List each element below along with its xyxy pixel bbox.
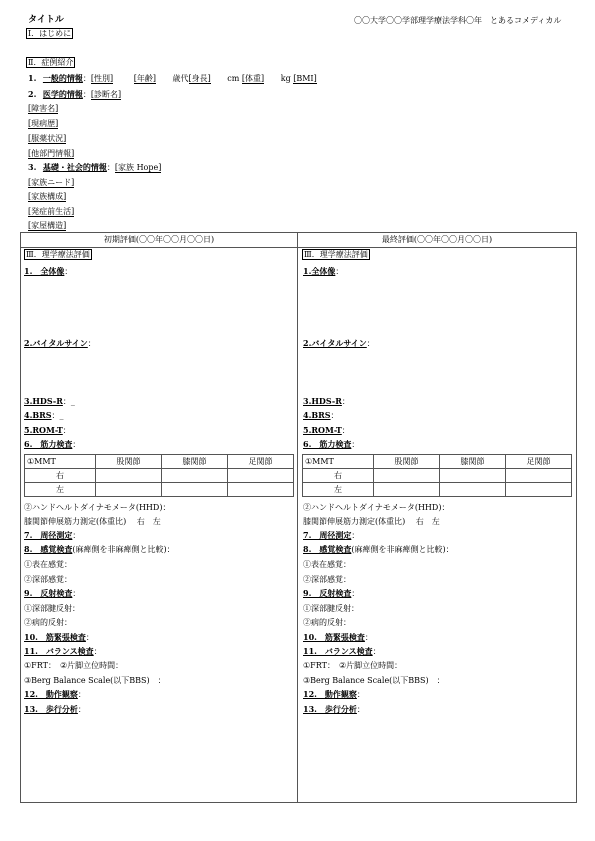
height-unit: cm	[227, 74, 240, 83]
rom-colon-final: ：	[341, 426, 350, 435]
mmt-cell	[228, 469, 294, 483]
circ-colon-final: ：	[351, 531, 360, 540]
overall-colon-final: ：	[335, 267, 344, 276]
balance-colon: ：	[93, 647, 102, 656]
dtr-text: ①深部腱反射：	[24, 604, 80, 613]
general-info-line	[28, 74, 317, 84]
adl-colon-final: ：	[356, 690, 365, 699]
gait-label: 13. 歩行分析	[24, 704, 78, 714]
field-bmi: [BMI]	[293, 74, 317, 83]
knee-ext-text-final: 膝関節伸展筋力測定(体重比) 右 左	[303, 517, 440, 526]
muscle-label: 6. 筋力検査	[24, 439, 73, 449]
superficial-sens: ①表在感覚：	[24, 560, 72, 569]
overall-label: 1. 全体像	[24, 266, 65, 276]
pt-eval-section-label: Ⅲ．理学療法評価	[26, 250, 90, 259]
mmt-cell	[440, 483, 506, 497]
dtr-text-final: ①深部腱反射：	[303, 604, 359, 613]
author-affiliation: 〇〇大学〇〇学部理学療法学科〇年 とあるコメディカル	[354, 16, 562, 25]
path-reflex-text-final: ②病的反射：	[303, 618, 351, 627]
reflex-label: 9. 反射検査	[24, 588, 73, 598]
field-sex: [性別]	[90, 74, 114, 83]
mmt-label: ①MMT	[25, 455, 96, 469]
rom-label: 5.ROM-T	[24, 425, 63, 435]
mmt-col-ankle: 足関節	[228, 455, 294, 469]
mmt-col-hip: 股関節	[96, 455, 162, 469]
mmt-table-final	[302, 454, 572, 497]
field-age: [年齢]	[133, 74, 156, 83]
mmt-cell	[440, 469, 506, 483]
field-family-need: [家族ニード]	[28, 178, 75, 187]
hdsr-suffix-final: ：	[341, 397, 350, 406]
sens-label-final: 8. 感覚検査	[303, 544, 352, 554]
vital-label-final: 2.バイタルサイン	[303, 338, 367, 348]
hdsr-suffix: ：_	[62, 397, 75, 406]
field-weight: [体重]	[241, 74, 265, 83]
mmt-cell	[506, 469, 572, 483]
deep-sens-final: ②深部感覚：	[303, 575, 351, 584]
mmt-col-ankle: 足関節	[506, 455, 572, 469]
reflex-label-final: 9. 反射検査	[303, 588, 352, 598]
adl-label: 12. 動作観察	[24, 689, 78, 699]
mmt-cell	[374, 469, 440, 483]
mmt-cell	[162, 483, 228, 497]
medical-num: 2.	[28, 89, 37, 99]
age-unit: 歳代	[172, 74, 189, 83]
bbs-text: ③Berg Balance Scale(以下BBS) ：	[24, 676, 166, 685]
initial-eval-header: 初期評価(〇〇年〇〇月〇〇日)	[103, 235, 215, 244]
mmt-row-left	[303, 483, 572, 497]
adl-label-final: 12. 動作観察	[303, 689, 357, 699]
frt-text-final: ①FRT： ②片脚立位時間：	[303, 661, 403, 670]
field-disability: [障害名]	[28, 104, 59, 113]
social-num: 3.	[28, 162, 37, 172]
social-sep: ：	[106, 163, 115, 172]
reflex-colon: ：	[72, 589, 81, 598]
tone-label-final: 10. 筋緊張検査	[303, 632, 365, 642]
sens-note-final: (麻痺側を非麻痺側と比較)：	[351, 545, 454, 554]
balance-label: 11. バランス検査	[24, 646, 94, 656]
social-info-line	[28, 163, 161, 173]
mmt-row-label: 右	[303, 469, 374, 483]
section-case-intro: Ⅱ．症例紹介	[28, 58, 74, 67]
general-heading: 一般的情報	[42, 73, 83, 83]
balance-colon-final: ：	[372, 647, 381, 656]
mmt-cell	[228, 483, 294, 497]
gait-label-final: 13. 歩行分析	[303, 704, 357, 714]
sens-label: 8. 感覚検査	[24, 544, 73, 554]
field-family-hope: [家族 Hope]	[114, 163, 162, 172]
overall-colon: ：	[64, 267, 73, 276]
hhd-text: ②ハンドヘルトダイナモメータ(HHD)：	[24, 503, 171, 512]
adl-colon: ：	[77, 690, 86, 699]
evaluation-table	[20, 232, 577, 803]
knee-ext-text: 膝関節伸展筋力測定(体重比) 右 左	[24, 517, 161, 526]
mmt-cell	[96, 469, 162, 483]
rom-colon: ：	[62, 426, 71, 435]
field-house-structure: [家屋構造]	[28, 221, 67, 230]
mmt-col-knee: 膝関節	[440, 455, 506, 469]
path-reflex-text: ②病的反射：	[24, 618, 72, 627]
field-family-structure: [家族構成]	[28, 192, 67, 201]
frt-text: ①FRT： ②片脚立位時間：	[24, 661, 124, 670]
bbs-text-final: ③Berg Balance Scale(以下BBS) ：	[303, 676, 445, 685]
pt-eval-section-label-final: Ⅲ．理学療法評価	[304, 250, 368, 259]
brs-label: 4.BRS	[24, 410, 52, 420]
superficial-sens-final: ①表在感覚：	[303, 560, 351, 569]
field-medication: [服薬状況]	[28, 134, 67, 143]
mmt-cell	[506, 483, 572, 497]
weight-unit: kg	[280, 74, 291, 83]
mmt-cell	[96, 483, 162, 497]
circ-label-final: 7. 周径測定	[303, 530, 352, 540]
gait-colon: ：	[77, 705, 86, 714]
tone-colon-final: ：	[364, 633, 373, 642]
mmt-col-knee: 膝関節	[162, 455, 228, 469]
vital-label: 2.バイタルサイン	[24, 338, 88, 348]
hdsr-label-final: 3.HDS-R	[303, 396, 342, 406]
section-introduction: Ⅰ．はじめに	[28, 29, 72, 38]
mmt-header-row	[25, 455, 294, 469]
mmt-table	[24, 454, 294, 497]
mmt-row-right	[25, 469, 294, 483]
field-history: [現病歴]	[28, 119, 59, 128]
mmt-row-right	[303, 469, 572, 483]
general-sep: ：	[82, 74, 91, 83]
sens-note: (麻痺側を非麻痺側と比較)：	[72, 545, 175, 554]
circ-label: 7. 周径測定	[24, 530, 73, 540]
mmt-row-label: 右	[25, 469, 96, 483]
balance-label-final: 11. バランス検査	[303, 646, 373, 656]
circ-colon: ：	[72, 531, 81, 540]
reflex-colon-final: ：	[351, 589, 360, 598]
field-height: [身長]	[188, 74, 211, 83]
mmt-cell	[162, 469, 228, 483]
overall-label-final: 1.全体像	[303, 266, 336, 276]
hhd-text-final: ②ハンドヘルトダイナモメータ(HHD)：	[303, 503, 450, 512]
gait-colon-final: ：	[356, 705, 365, 714]
muscle-label-final: 6. 筋力検査	[303, 439, 352, 449]
field-other-dept: [他部門情報]	[28, 149, 75, 158]
mmt-cell	[374, 483, 440, 497]
medical-heading: 医学的情報	[42, 89, 83, 99]
brs-suffix-final: ：	[330, 411, 339, 420]
vital-colon-final: ：	[366, 339, 375, 348]
field-premorbid-life: [発症前生活]	[28, 207, 75, 216]
mmt-label: ①MMT	[303, 455, 374, 469]
vital-colon: ：	[87, 339, 96, 348]
medical-info-line	[28, 90, 121, 100]
final-eval-column	[298, 233, 576, 802]
initial-eval-column	[21, 233, 297, 802]
mmt-header-row	[303, 455, 572, 469]
tone-colon: ：	[85, 633, 94, 642]
rom-label-final: 5.ROM-T	[303, 425, 342, 435]
hdsr-label: 3.HDS-R	[24, 396, 63, 406]
mmt-row-label: 左	[303, 483, 374, 497]
tone-label: 10. 筋緊張検査	[24, 632, 86, 642]
mmt-row-left	[25, 483, 294, 497]
page-title: タイトル	[28, 15, 64, 25]
mmt-row-label: 左	[25, 483, 96, 497]
general-num: 1.	[28, 73, 37, 83]
brs-suffix: ：_	[51, 411, 64, 420]
medical-sep: ：	[82, 90, 91, 99]
social-heading: 基礎・社会的情報	[42, 162, 107, 172]
muscle-colon-final: ：	[351, 440, 360, 449]
final-eval-header: 最終評価(〇〇年〇〇月〇〇日)	[381, 235, 493, 244]
field-diagnosis: [診断名]	[90, 90, 122, 99]
brs-label-final: 4.BRS	[303, 410, 331, 420]
mmt-col-hip: 股関節	[374, 455, 440, 469]
deep-sens: ②深部感覚：	[24, 575, 72, 584]
muscle-colon: ：	[72, 440, 81, 449]
